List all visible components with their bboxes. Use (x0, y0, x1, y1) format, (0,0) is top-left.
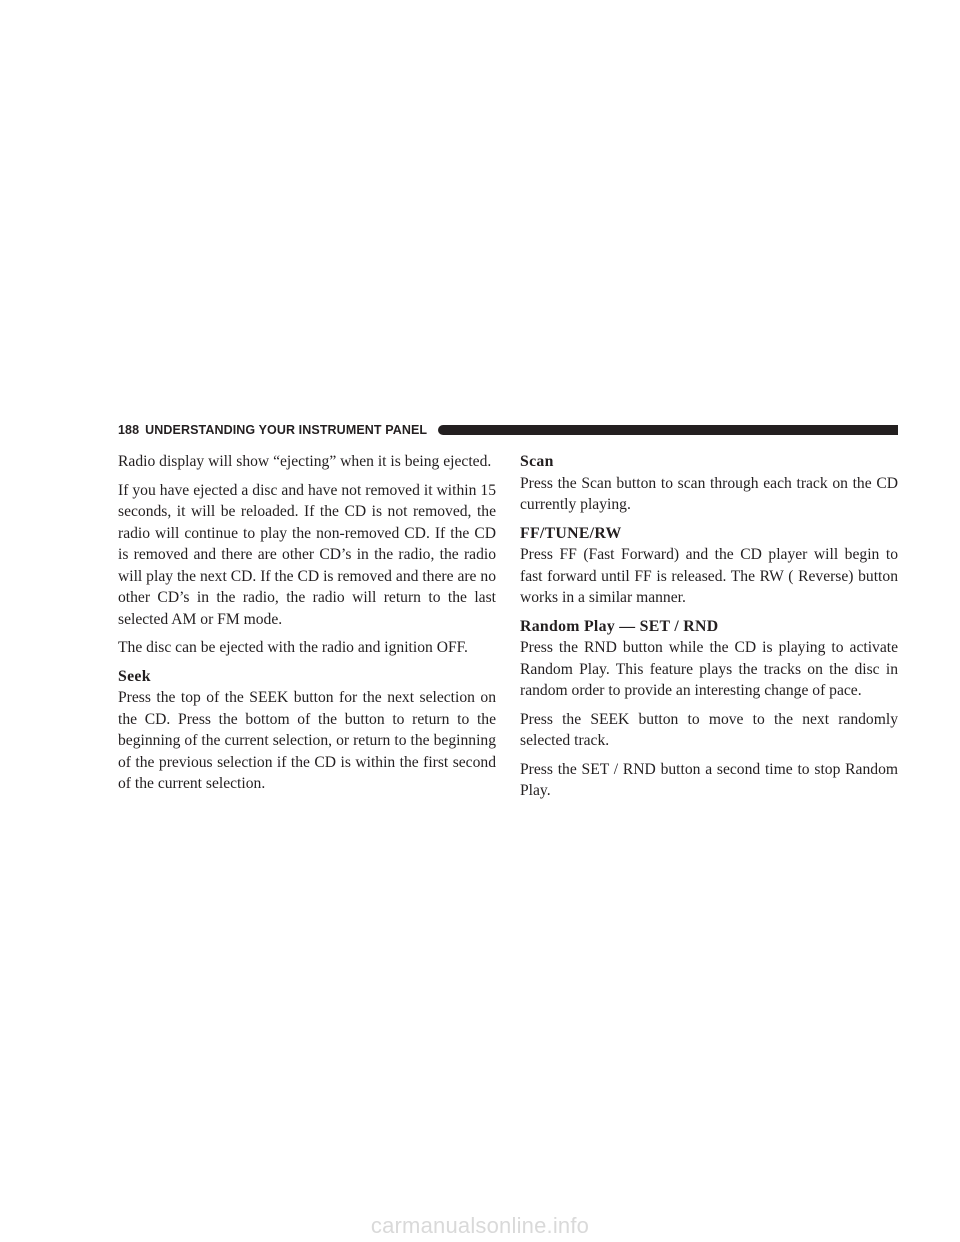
header-rule (438, 425, 898, 435)
eject-off-paragraph: The disc can be ejected with the radio and ignition OFF. (118, 639, 468, 656)
random-play-heading: Random Play — SET / RND (520, 617, 719, 635)
left-column (118, 451, 496, 802)
right-column (520, 451, 898, 809)
random-seek-paragraph: Press the SEEK button to move to the next randomly selected track. (520, 710, 898, 749)
ff-tune-rw-paragraph: Press FF (Fast Forward) and the CD player will begin to fast forward until FF is released. The RW ( Reverse) button works in a similar manner. (520, 546, 898, 606)
page-number: 188 (118, 423, 140, 437)
seek-paragraph: Press the top of the SEEK button for the next selection on the CD. Press the bottom of the button to return to the beginning of the current selection, or return to the beginning of the previous selection if the CD is within the first second of the current selection. (118, 689, 496, 792)
reload-paragraph: If you have ejected a disc and have not removed it within 15 seconds, it will be reloaded. If the CD is not removed, the radio will continue to play the non-removed CD. If the CD is removed and there are other CD’s in the radio, the radio will play the next CD. If the CD is removed and there are no other CD’s in the radio, the radio will return to the last selected AM or FM mode. (118, 481, 496, 628)
random-stop-paragraph: Press the SET / RND button a second time to stop Random Play. (520, 760, 898, 799)
watermark: carmanualsonline.info (370, 1213, 590, 1238)
random-play-paragraph: Press the RND button while the CD is playing to activate Random Play. This feature plays the tracks on the disc in random order to provide an interesting change of pace. (520, 639, 898, 699)
section-title: UNDERSTANDING YOUR INSTRUMENT PANEL (145, 423, 428, 437)
seek-heading: Seek (118, 667, 151, 685)
scan-paragraph: Press the Scan button to scan through each track on the CD currently playing. (520, 474, 898, 513)
header-text (118, 422, 427, 438)
scan-heading: Scan (520, 453, 554, 470)
page-header (118, 422, 898, 438)
ejecting-paragraph: Radio display will show “ejecting” when it is being ejected. (118, 453, 492, 470)
ff-tune-rw-heading: FF/TUNE/RW (520, 524, 622, 542)
